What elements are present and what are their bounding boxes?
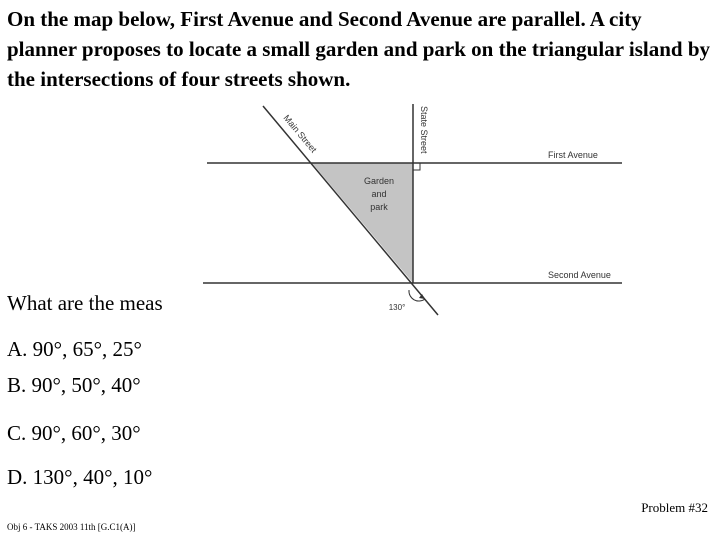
- garden-park-island: [312, 163, 413, 283]
- choice-d-text: 130°, 40°, 10°: [32, 465, 153, 489]
- right-angle-marker: [413, 163, 420, 170]
- choice-d-label: D.: [7, 465, 28, 489]
- garden-label-line2: and: [371, 189, 387, 199]
- choice-b-text: 90°, 50°, 40°: [31, 373, 141, 397]
- second-avenue-label: Second Avenue: [548, 270, 611, 280]
- angle-arc-arrowhead: [419, 294, 425, 299]
- choice-a-text: 90°, 65°, 25°: [32, 337, 142, 361]
- question-prompt: What are the meas: [7, 291, 163, 315]
- footer-reference: Obj 6 - TAKS 2003 11th [G.C1(A)]: [7, 522, 136, 532]
- choice-a-label: A.: [7, 337, 28, 361]
- choice-b-label: B.: [7, 373, 27, 397]
- first-avenue-label: First Avenue: [548, 150, 598, 160]
- choice-c-label: C.: [7, 421, 27, 445]
- choice-c-text: 90°, 60°, 30°: [31, 421, 141, 445]
- answer-choice-d[interactable]: [7, 464, 152, 490]
- question-text: On the map below, First Avenue and Second Avenue are parallel. A city planner proposes to locate a small garden and park on the triangular island by the intersections of four streets shown.: [7, 7, 711, 91]
- main-street-label: Main Street: [281, 112, 319, 155]
- garden-label-line3: park: [370, 202, 388, 212]
- answer-choice-a[interactable]: [7, 336, 142, 362]
- answer-choice-c[interactable]: [7, 420, 141, 446]
- garden-label-line1: Garden: [363, 176, 395, 186]
- state-street-label: State Street: [419, 106, 429, 154]
- angle-label: 130°: [388, 303, 406, 312]
- answer-choice-b[interactable]: [7, 372, 141, 398]
- problem-number: Problem #32: [641, 500, 708, 515]
